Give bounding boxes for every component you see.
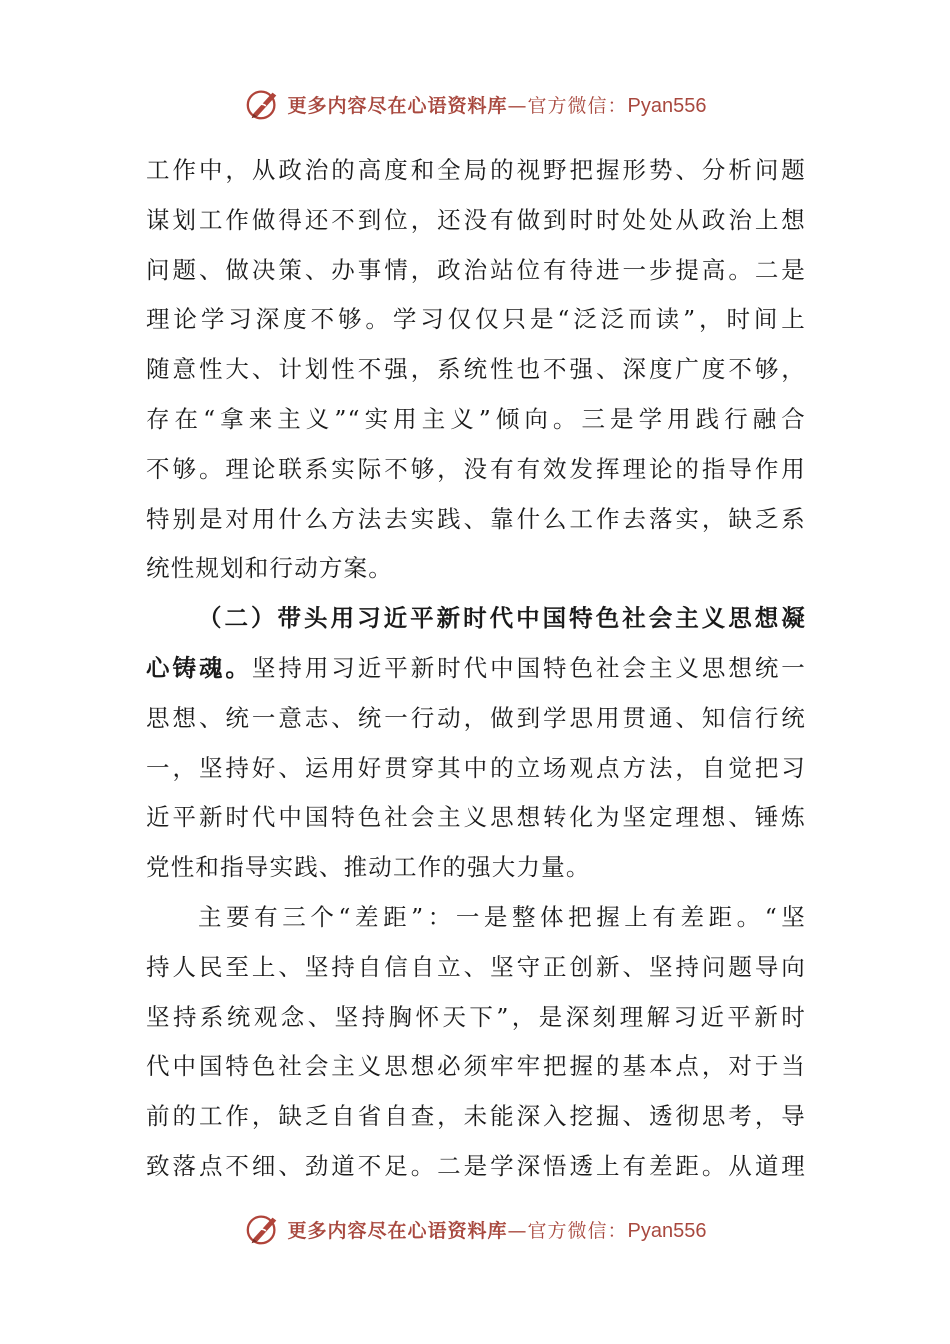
watermark-handle: Pyan556 xyxy=(627,94,707,117)
section-heading-end: 心铸魂。 xyxy=(146,653,252,682)
text-line: 党性和指导实践、推动工作的强大力量。 xyxy=(146,853,591,882)
document-body xyxy=(146,146,806,1192)
watermark-handle: Pyan556 xyxy=(627,1219,707,1242)
watermark-dash: — xyxy=(507,1219,528,1242)
text-line: 代中国特色社会主义思想必须牢牢把握的基本点，对于当 xyxy=(146,1052,806,1081)
footer-watermark xyxy=(0,1207,950,1251)
text-line: 前的工作，缺乏自省自查，未能深入挖掘、透彻思考，导 xyxy=(146,1102,806,1131)
watermark-label: 官方微信： xyxy=(527,1219,628,1242)
paragraph-1 xyxy=(146,146,806,594)
text-line: 持人民至上、坚持自信自立、坚守正创新、坚持问题导向 xyxy=(146,952,806,981)
text-span: 坚持用习近平新时代中国特色社会主义思想统一 xyxy=(251,653,806,682)
text-line: 思想、统一意志、统一行动，做到学思用贯通、知信行统 xyxy=(146,703,806,732)
pen-logo-icon xyxy=(244,85,282,123)
watermark-brand: 更多内容尽在心语资料库 xyxy=(287,1219,508,1242)
text-line xyxy=(146,644,806,694)
text-line: 存在“拿来主义”“实用主义”倾向。三是学用践行融合 xyxy=(146,404,806,433)
watermark-dash: — xyxy=(507,94,528,117)
text-line: 工作中，从政治的高度和全局的视野把握形势、分析问题 xyxy=(146,156,806,184)
text-line: 坚持系统观念、坚持胸怀天下”，是深刻理解习近平新时 xyxy=(146,1002,806,1031)
text-line: 特别是对用什么方法去实践、靠什么工作去落实，缺乏系 xyxy=(146,504,806,533)
text-line: 不够。理论联系实际不够，没有有效发挥理论的指导作用 xyxy=(146,454,806,483)
text-line: 随意性大、计划性不强，系统性也不强、深度广度不够， xyxy=(146,355,806,384)
pen-logo-icon xyxy=(244,1210,282,1248)
watermark-label: 官方微信： xyxy=(527,94,628,117)
text-line: 致落点不细、劲道不足。二是学深悟透上有差距。从道理 xyxy=(146,1151,806,1180)
section-heading: （二）带头用习近平新时代中国特色社会主义思想凝 xyxy=(198,604,806,633)
text-line: 理论学习深度不够。学习仅仅只是“泛泛而读”，时间上 xyxy=(146,305,806,334)
watermark-brand: 更多内容尽在心语资料库 xyxy=(287,94,508,117)
watermark-text xyxy=(288,91,707,118)
text-line: 近平新时代中国特色社会主义思想转化为坚定理想、锤炼 xyxy=(146,803,806,832)
paragraph-3 xyxy=(146,893,806,1192)
header-watermark xyxy=(0,82,950,126)
watermark-text xyxy=(288,1216,707,1243)
text-line: 一，坚持好、运用好贯穿其中的立场观点方法，自觉把习 xyxy=(146,753,806,782)
text-line: 谋划工作做得还不到位，还没有做到时时处处从政治上想 xyxy=(146,205,806,234)
paragraph-2 xyxy=(146,594,806,893)
text-line: 统性规划和行动方案。 xyxy=(146,554,393,583)
text-line: 问题、做决策、办事情，政治站位有待进一步提高。二是 xyxy=(146,255,806,284)
text-line: 主要有三个“差距”：一是整体把握上有差距。“坚 xyxy=(198,902,806,931)
